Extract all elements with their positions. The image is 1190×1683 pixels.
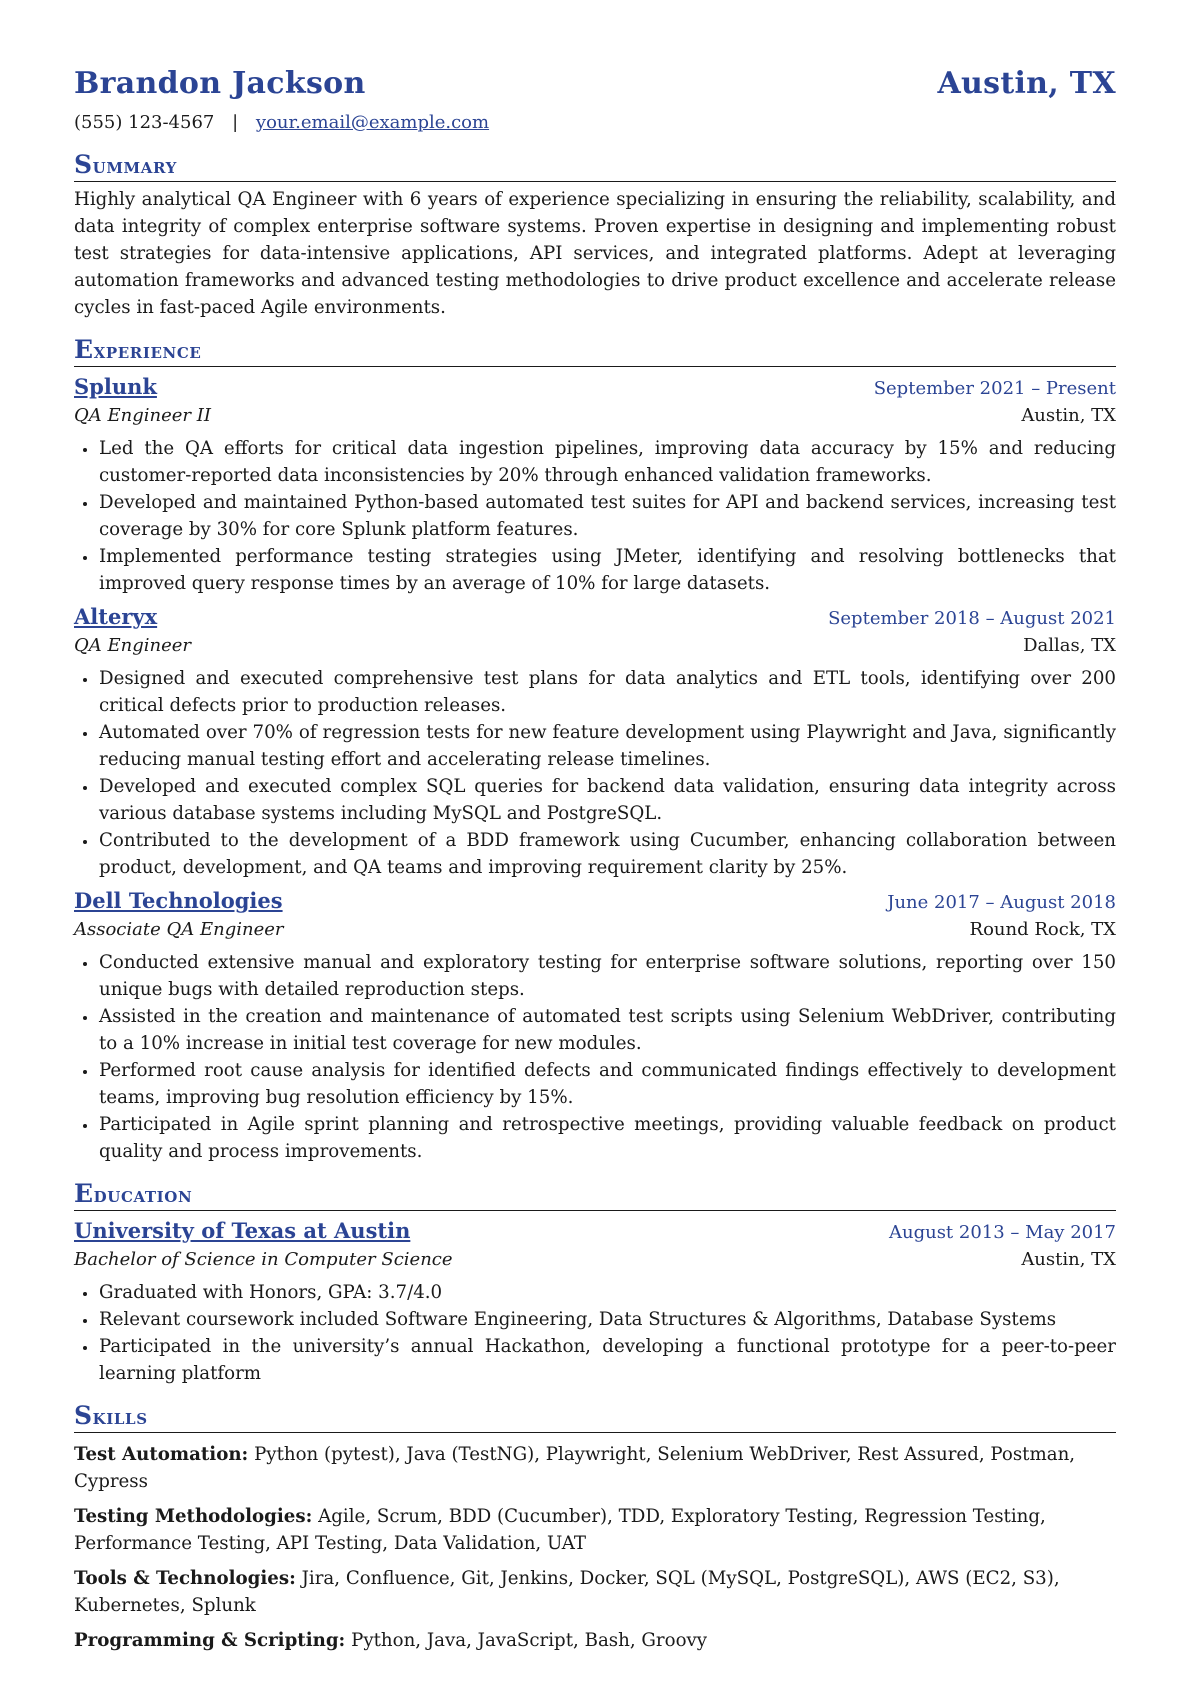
resume-header [74,62,1116,106]
education-entry [74,1217,1116,1387]
phone-number: (555) 123-4567 [74,112,215,133]
skills-list [74,1441,1116,1654]
experience-header-row [74,887,1116,916]
skill-row [74,1503,1116,1557]
school-name[interactable]: University of Texas at Austin [74,1218,411,1243]
experience-bullet: • Assisted in the creation and maintenance of automated test scripts using Selenium WebDriver, contributing to a 10% increase in initial test coverage for new modules. [98,1003,1116,1057]
candidate-name: Brandon Jackson [74,66,366,101]
skill-category-label: Testing Methodologies: [74,1506,313,1527]
experience-bullets [74,665,1116,881]
email-link[interactable]: your.email@example.com [255,112,490,133]
experience-bullets [74,435,1116,597]
job-location: Austin, TX [1021,405,1116,426]
section-heading-education: Education [74,1179,1116,1211]
job-location: Dallas, TX [1023,635,1116,656]
job-title: QA Engineer II [74,405,211,426]
candidate-location: Austin, TX [937,66,1116,101]
skill-category-label: Programming & Scripting: [74,1630,346,1651]
experience-bullet: • Performed root cause analysis for identified defects and communicated findings effectively to development teams, improving bug resolution efficiency by 15%. [98,1057,1116,1111]
experience-bullet: • Implemented performance testing strategies using JMeter, identifying and resolving bottlenecks that improved query response times by an average of 10% for large datasets. [98,543,1116,597]
experience-bullet: • Conducted extensive manual and exploratory testing for enterprise software solutions, reporting over 150 unique bugs with detailed reproduction steps. [98,949,1116,1003]
company-name[interactable]: Dell Technologies [74,888,283,913]
experience-header-row [74,373,1116,402]
experience-dates: September 2021 – Present [873,378,1116,399]
education-location: Austin, TX [1021,1249,1116,1270]
education-subheader-row [74,1246,1116,1273]
section-heading-experience: Experience [74,335,1116,367]
experience-bullet: • Automated over 70% of regression tests for new feature development using Playwright and Java, significantly reducing manual testing effort and accelerating release timelines. [98,719,1116,773]
experience-bullet: • Designed and executed comprehensive test plans for data analytics and ETL tools, identifying over 200 critical defects prior to production releases. [98,665,1116,719]
skill-row [74,1565,1116,1619]
education-bullet: • Participated in the university’s annual Hackathon, developing a functional prototype for a peer-to-peer learning platform [98,1333,1116,1387]
skill-values: Python (pytest), Java (TestNG), Playwright, Selenium WebDriver, Rest Assured, Postman, Cypress [74,1444,1076,1492]
education-header-row [74,1217,1116,1246]
skill-row [74,1441,1116,1495]
education-dates: August 2013 – May 2017 [888,1222,1116,1243]
education-bullets [74,1279,1116,1387]
experience-list [74,373,1116,1165]
job-location: Round Rock, TX [969,919,1116,940]
education-bullet: • Graduated with Honors, GPA: 3.7/4.0 [98,1279,1116,1306]
experience-subheader-row [74,916,1116,943]
experience-dates: June 2017 – August 2018 [887,892,1116,913]
skill-values: Python, Java, JavaScript, Bash, Groovy [351,1630,708,1651]
experience-bullet: • Developed and executed complex SQL queries for backend data validation, ensuring data integrity across various database systems including MySQL and PostgreSQL. [98,773,1116,827]
skill-values: Jira, Confluence, Git, Jenkins, Docker, SQL (MySQL, PostgreSQL), AWS (EC2, S3), Kubernetes, Splunk [74,1568,1060,1616]
experience-entry [74,603,1116,881]
experience-header-row [74,603,1116,632]
skill-category-label: Test Automation: [74,1444,249,1465]
company-name[interactable]: Splunk [74,374,157,399]
experience-bullet: • Contributed to the development of a BDD framework using Cucumber, enhancing collaboration between product, development, and QA teams and improving requirement clarity by 25%. [98,827,1116,881]
experience-bullet: • Developed and maintained Python-based automated test suites for API and backend services, increasing test coverage by 30% for core Splunk platform features. [98,489,1116,543]
experience-entry [74,373,1116,597]
education-bullet: • Relevant coursework included Software Engineering, Data Structures & Algorithms, Database Systems [98,1306,1116,1333]
contact-line [74,110,1116,136]
section-heading-skills: Skills [74,1401,1116,1433]
experience-subheader-row [74,402,1116,429]
experience-bullet: • Participated in Agile sprint planning and retrospective meetings, providing valuable feedback on product quality and process improvements. [98,1111,1116,1165]
experience-entry [74,887,1116,1165]
company-name[interactable]: Alteryx [74,604,158,629]
skill-values: Agile, Scrum, BDD (Cucumber), TDD, Exploratory Testing, Regression Testing, Performance Testing, API Testing, Data Validation, UAT [74,1506,1046,1554]
experience-subheader-row [74,632,1116,659]
degree: Bachelor of Science in Computer Science [74,1249,453,1270]
job-title: QA Engineer [74,635,191,656]
summary-text: Highly analytical QA Engineer with 6 years of experience specializing in ensuring the reliability, scalability, and data integrity of complex enterprise software systems. Proven expertise in designing and implementing robust test strategies for data-intensive applications, API services, and integrated platforms. Adept at leveraging automation frameworks and advanced testing methodologies to drive product excellence and accelerate release cycles in fast-paced Agile environments. [74,189,1116,318]
experience-bullet: • Led the QA efforts for critical data ingestion pipelines, improving data accuracy by 15% and reducing customer-reported data inconsistencies by 20% through enhanced validation frameworks. [98,435,1116,489]
contact-separator: | [232,112,239,133]
skill-category-label: Tools & Technologies: [74,1568,296,1589]
job-title: Associate QA Engineer [74,919,284,940]
section-heading-summary: Summary [74,150,1116,182]
experience-bullets [74,949,1116,1165]
skill-row [74,1627,1116,1654]
experience-dates: September 2018 – August 2021 [828,608,1116,629]
